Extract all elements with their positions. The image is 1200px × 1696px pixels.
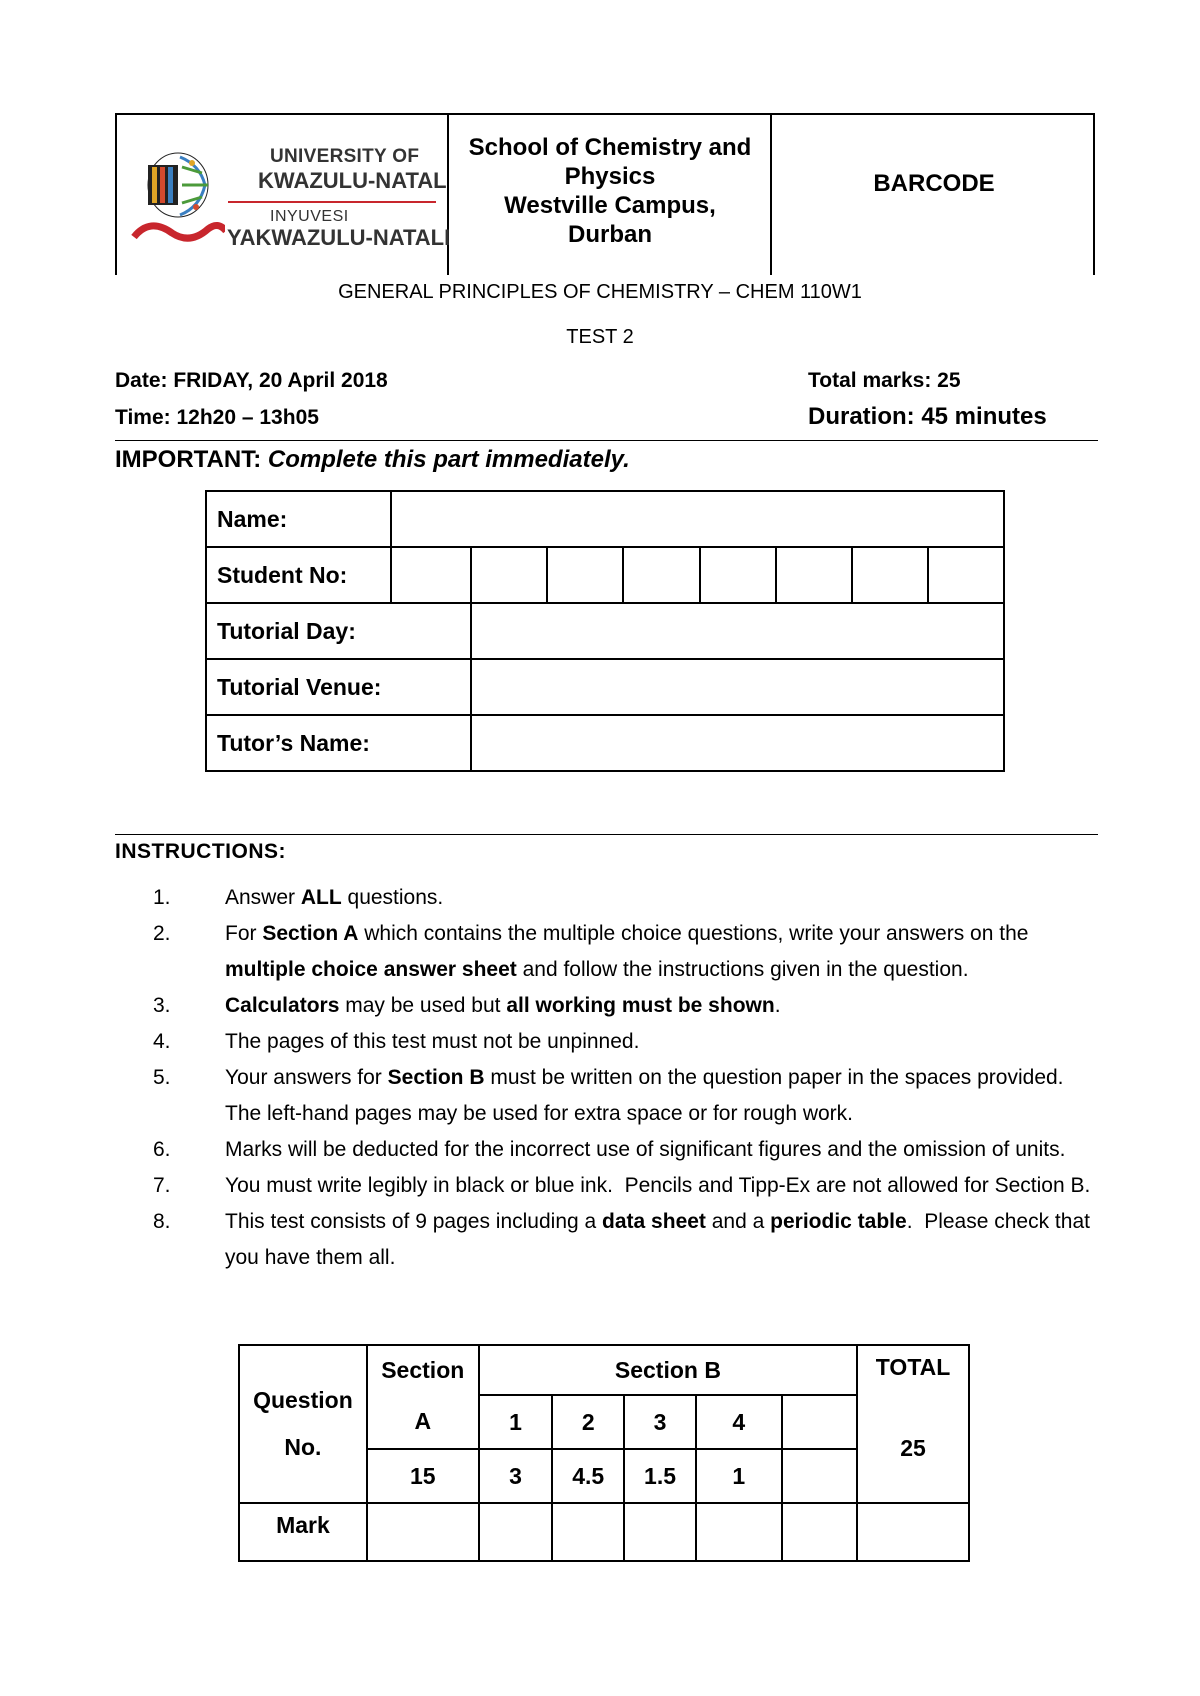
course-title: GENERAL PRINCIPLES OF CHEMISTRY – CHEM 110W1 (338, 281, 862, 303)
instruction-text: You must write legibly in black or blue ink. Pencils and Tipp-Ex are not allowed for Section B. (225, 1174, 1091, 1197)
section-b-q1-max: 3 (479, 1449, 553, 1503)
header-divider-1 (447, 115, 449, 275)
mark-row (239, 1503, 969, 1561)
mark-cell-total[interactable] (857, 1503, 969, 1561)
school-line-1: School of Chemistry and (468, 134, 752, 161)
instruction-number: 1. (153, 886, 171, 909)
section-b-q3-max: 1.5 (624, 1449, 696, 1503)
instruction-item (115, 880, 1100, 916)
instruction-number: 4. (153, 1030, 171, 1053)
important-label: IMPORTANT: (115, 446, 262, 473)
mark-cell-blank[interactable] (782, 1503, 858, 1561)
section-b-blank-max (782, 1449, 858, 1503)
logo-text-yakwazulu-natali: YAKWAZULU-NATALI (227, 225, 451, 250)
section-a-letter: A (367, 1395, 479, 1449)
duration: Duration: 45 minutes (808, 403, 1047, 430)
instruction-text: This test consists of 9 pages including a data sheet and a periodic table. Please check that you have them all. (225, 1210, 1090, 1269)
question-no-header (239, 1345, 367, 1503)
section-a-max: 15 (367, 1449, 479, 1503)
total-marks-value: 25 (937, 369, 961, 392)
instruction-item (115, 916, 1100, 988)
instruction-text: Your answers for Section B must be written on the question paper in the spaces provided. The left-hand pages may be used for extra space or for rough work. (225, 1066, 1070, 1125)
logo-divider (228, 201, 436, 203)
important-text: Complete this part immediately. (267, 446, 630, 473)
tutor-name-row (206, 715, 1004, 771)
student-no-digit[interactable] (471, 547, 547, 603)
tutorial-day-label: Tutorial Day: (206, 603, 471, 659)
tutor-name-field[interactable] (471, 715, 1004, 771)
question-label: Question (253, 1387, 353, 1413)
section-b-q4: 4 (696, 1395, 782, 1449)
instruction-text: The pages of this test must not be unpinned. (225, 1030, 640, 1053)
total-marks-line (808, 369, 961, 393)
instruction-item (115, 988, 1100, 1024)
section-b-q3: 3 (624, 1395, 696, 1449)
date-value: FRIDAY, 20 April 2018 (173, 369, 388, 392)
instruction-number: 2. (153, 922, 171, 945)
section-b-q4-max: 1 (696, 1449, 782, 1503)
tutorial-venue-row (206, 659, 1004, 715)
student-no-digit[interactable] (852, 547, 928, 603)
important-note (115, 446, 630, 474)
instruction-item (115, 1060, 1100, 1132)
instruction-number: 6. (153, 1138, 171, 1161)
name-field[interactable] (391, 491, 1004, 547)
logo-text-kwazulu-natal: KWAZULU-NATAL (258, 168, 447, 193)
tutorial-venue-label: Tutorial Venue: (206, 659, 471, 715)
school-line-2: Physics (564, 163, 656, 190)
mark-row-label: Mark (239, 1503, 367, 1561)
school-line-4: Durban (568, 221, 652, 248)
student-details-table (205, 490, 1005, 772)
instruction-number: 3. (153, 994, 171, 1017)
section-b-blank (782, 1395, 858, 1449)
instruction-item (115, 1024, 1100, 1060)
section-b-q1: 1 (479, 1395, 553, 1449)
student-no-digit[interactable] (928, 547, 1004, 603)
mark-cell-q3[interactable] (624, 1503, 696, 1561)
header-border-left (115, 115, 117, 275)
marks-header-row (239, 1345, 969, 1395)
instruction-text: Calculators may be used but all working must be shown. (225, 994, 781, 1017)
instruction-text: Answer ALL questions. (225, 886, 444, 909)
divider-instructions (115, 834, 1098, 835)
header-divider-2 (770, 115, 772, 275)
instructions-list (115, 880, 1100, 1276)
section-b-header: Section B (479, 1345, 857, 1395)
mark-cell-q1[interactable] (479, 1503, 553, 1561)
mark-cell-section-a[interactable] (367, 1503, 479, 1561)
student-no-row (206, 547, 1004, 603)
tutorial-venue-field[interactable] (471, 659, 1004, 715)
mark-cell-q4[interactable] (696, 1503, 782, 1561)
student-no-digit[interactable] (391, 547, 471, 603)
ukzn-logo (130, 145, 451, 250)
student-no-digit[interactable] (776, 547, 852, 603)
instruction-number: 8. (153, 1210, 171, 1233)
tutorial-day-row (206, 603, 1004, 659)
divider-top (115, 440, 1098, 441)
student-no-label: Student No: (206, 547, 391, 603)
logo-text-university-of: UNIVERSITY OF (270, 146, 420, 167)
instruction-item (115, 1204, 1100, 1276)
total-marks-label: Total marks: (808, 369, 932, 392)
instruction-item (115, 1168, 1100, 1204)
logo-text-inyuvesi: INYUVESI (270, 208, 349, 225)
student-no-digit[interactable] (700, 547, 776, 603)
school-line-3: Westville Campus, (504, 192, 716, 219)
instruction-number: 7. (153, 1174, 171, 1197)
mark-cell-q2[interactable] (552, 1503, 624, 1561)
test-title: TEST 2 (566, 326, 634, 348)
question-no-label: No. (284, 1434, 322, 1460)
instruction-number: 5. (153, 1066, 171, 1089)
instruction-text: For Section A which contains the multiple choice questions, write your answers on the multiple choice answer sheet and follow the instructions given in the question. (225, 922, 1029, 981)
name-row (206, 491, 1004, 547)
date-label: Date: (115, 369, 168, 392)
tutorial-day-field[interactable] (471, 603, 1004, 659)
student-no-digit[interactable] (623, 547, 699, 603)
section-a-header: Section (367, 1345, 479, 1395)
time-label: Time: (115, 406, 171, 429)
student-no-digit[interactable] (547, 547, 623, 603)
school-name (450, 133, 770, 249)
tutor-name-label: Tutor’s Name: (206, 715, 471, 771)
instruction-text: Marks will be deducted for the incorrect use of significant figures and the omission of units. (225, 1138, 1066, 1161)
instructions-title: INSTRUCTIONS: (115, 840, 286, 863)
section-b-q2-max: 4.5 (552, 1449, 624, 1503)
date-line (115, 369, 388, 393)
barcode-label: BARCODE (873, 170, 995, 197)
time-line (115, 406, 319, 430)
instruction-item (115, 1132, 1100, 1168)
time-value: 12h20 – 13h05 (176, 406, 319, 429)
total-header: TOTAL (857, 1345, 969, 1395)
ukzn-emblem-icon (130, 145, 225, 250)
marks-table (238, 1344, 970, 1562)
total-marks-cell: 25 (857, 1395, 969, 1503)
section-b-q2: 2 (552, 1395, 624, 1449)
header-box (115, 113, 1095, 275)
name-label: Name: (206, 491, 391, 547)
